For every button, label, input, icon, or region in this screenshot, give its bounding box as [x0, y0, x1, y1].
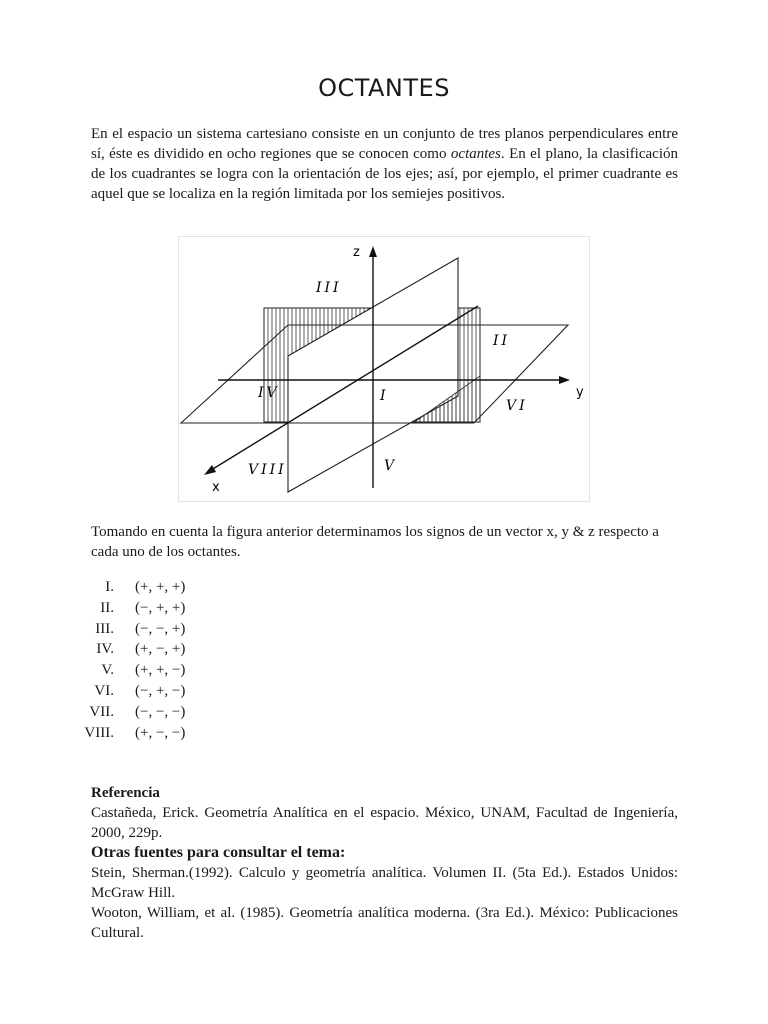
octant-label-v: V: [384, 458, 398, 474]
references-section: [91, 783, 678, 943]
octant-number: III.: [95, 620, 114, 637]
list-item: [60, 702, 185, 723]
octant-sign: (+, +, −): [135, 662, 186, 679]
intro-text-end: . En el plano, la clasificación de los cuadrantes se logra con la orientación de los ejes; así, por ejemplo, el primer cuadrante es aquel que se localiza en la región limitada por los semiejes positivos.: [91, 146, 678, 202]
octant-number: VIII.: [84, 724, 114, 741]
octant-number: II.: [100, 599, 114, 616]
octant-number: I.: [105, 579, 114, 595]
intro-paragraph: [91, 124, 678, 204]
y-axis-label: y: [576, 385, 584, 400]
other-sources-heading: Otras fuentes para consultar el tema:: [91, 844, 346, 861]
octant-label-iii: III: [316, 280, 342, 296]
octants-figure: [178, 236, 590, 502]
x-axis-label: x: [212, 480, 220, 495]
y-axis-arrow: [559, 376, 570, 384]
references-heading: Referencia: [91, 785, 160, 801]
list-item: [60, 577, 185, 598]
list-item: [60, 619, 185, 640]
octant-signs-list: [60, 577, 185, 743]
figure-explanation: Tomando en cuenta la figura anterior determinamos los signos de un vector x, y & z respecto a cada uno de los octantes.: [91, 524, 659, 560]
list-item: [60, 660, 185, 681]
intro-text-start: En el espacio un sistema cartesiano consiste en un conjunto de tres planos perpendiculares entre sí, éste es dividido en ocho regiones que se conocen como: [91, 126, 678, 162]
octant-sign: (−, +, +): [135, 599, 186, 616]
octant-number: IV.: [96, 641, 114, 658]
octant-label-viii: VIII: [248, 462, 287, 478]
octant-label-iv: IV: [258, 385, 280, 401]
octant-label-i: I: [380, 388, 389, 404]
list-item: [60, 681, 185, 702]
page-title: OCTANTES: [318, 74, 450, 102]
octant-sign: (−, −, −): [135, 703, 186, 720]
reference-other: Wooton, William, et al. (1985). Geometría analítica moderna. (3ra Ed.). México: Publicaciones Cultural.: [91, 905, 678, 941]
octant-sign: (+, −, −): [135, 724, 186, 741]
octant-sign: (+, +, +): [135, 579, 186, 595]
octant-sign: (−, +, −): [135, 682, 186, 699]
list-item: [60, 639, 185, 660]
z-axis-label: z: [353, 245, 360, 260]
octant-number: VI.: [94, 682, 114, 699]
list-item: [60, 598, 185, 619]
octant-label-vi: VI: [506, 398, 528, 414]
x-axis-arrow: [204, 465, 216, 475]
list-item: [60, 723, 185, 744]
octants-diagram: [178, 236, 590, 502]
octant-number: VII.: [89, 703, 114, 720]
intro-emphasis: octantes: [450, 146, 501, 162]
reference-main: Castañeda, Erick. Geometría Analítica en el espacio. México, UNAM, Facultad de Ingeniería, 2000, 229p.: [91, 805, 678, 841]
octant-number: V.: [101, 662, 114, 679]
octant-sign: (+, −, +): [135, 641, 186, 658]
octant-sign: (−, −, +): [135, 620, 186, 637]
octant-label-ii: II: [493, 333, 511, 349]
reference-other: Stein, Sherman.(1992). Calculo y geometría analítica. Volumen II. (5ta Ed.). Estados Unidos: McGraw Hill.: [91, 865, 678, 901]
z-axis-arrow: [369, 246, 377, 257]
